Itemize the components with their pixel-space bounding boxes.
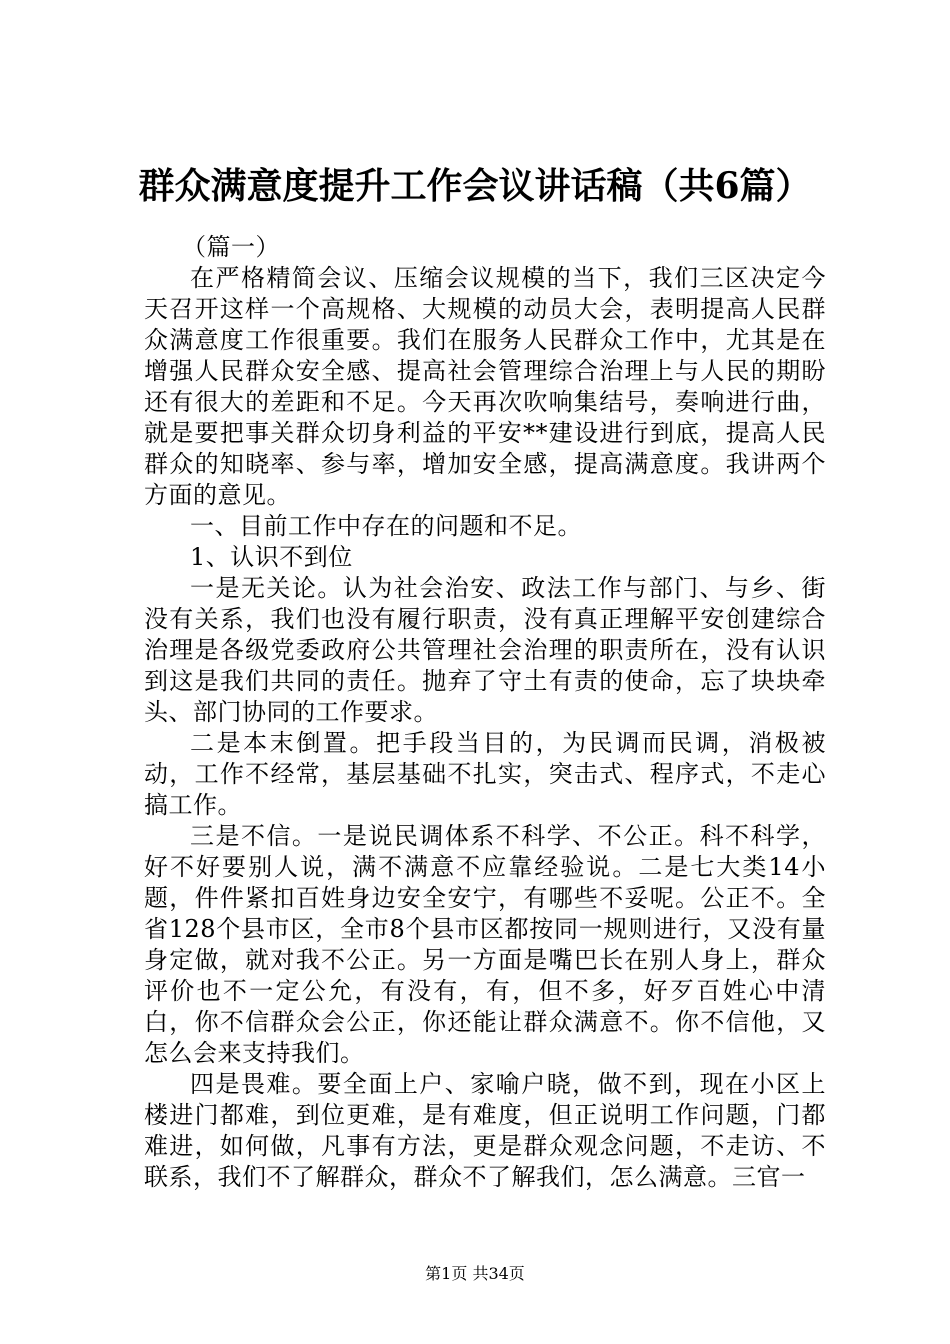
document-title: 群众满意度提升工作会议讲话稿（共6篇） xyxy=(138,165,812,207)
heading-problems: 一、目前工作中存在的问题和不足。 xyxy=(190,512,582,540)
paragraph-point-3: 三是不信。一是说民调体系不科学、不公正。科不科学，好不好要别人说，满不满意不应靠经验说。二是七大类14小题，件件紧扣百姓身边安全安宁，有哪些不妥呢。公正不。全省128个县市区，全市8个县市区都按同一规则进行，又没有量身定做，就对我不公正。另一方面是嘴巴长在别人身上，群众评价也不一定公允，有没有，有，但不多，好歹百姓心中清白，你不信群众会公正，你还能让群众满意不。你不信他，又怎么会来支持我们。 xyxy=(144,822,826,1067)
paragraph-point-4: 四是畏难。要全面上户、家喻户晓，做不到，现在小区上楼进门都难，到位更难，是有难度，但正说明工作问题，门都难进，如何做，凡事有方法，更是群众观念问题，不走访、不联系，我们不了解群众，群众不了解我们，怎么满意。三官一 xyxy=(144,1070,826,1191)
subheading-awareness: 1、认识不到位 xyxy=(190,543,353,571)
page-footer: 第1页 共34页 xyxy=(425,1264,525,1283)
section-label: （篇一） xyxy=(182,233,280,261)
document-body xyxy=(144,232,826,1193)
paragraph-intro: 在严格精简会议、压缩会议规模的当下，我们三区决定今天召开这样一个高规格、大规模的动员大会，表明提高人民群众满意度工作很重要。我们在服务人民群众工作中，尤其是在增强人民群众安全感、提高社会管理综合治理上与人民的期盼还有很大的差距和不足。今天再次吹响集结号，奏响进行曲，就是要把事关群众切身利益的平安**建设进行到底，提高人民群众的知晓率、参与率，增加安全感，提高满意度。我讲两个方面的意见。 xyxy=(144,264,826,509)
paragraph-point-1: 一是无关论。认为社会治安、政法工作与部门、与乡、街没有关系，我们也没有履行职责，没有真正理解平安创建综合治理是各级党委政府公共管理社会治理的职责所在，没有认识到这是我们共同的责任。抛弃了守土有责的使命，忘了块块牵头、部门协同的工作要求。 xyxy=(144,574,826,726)
paragraph-point-2: 二是本末倒置。把手段当目的，为民调而民调，消极被动，工作不经常，基层基础不扎实，突击式、程序式，不走心搞工作。 xyxy=(144,729,826,819)
